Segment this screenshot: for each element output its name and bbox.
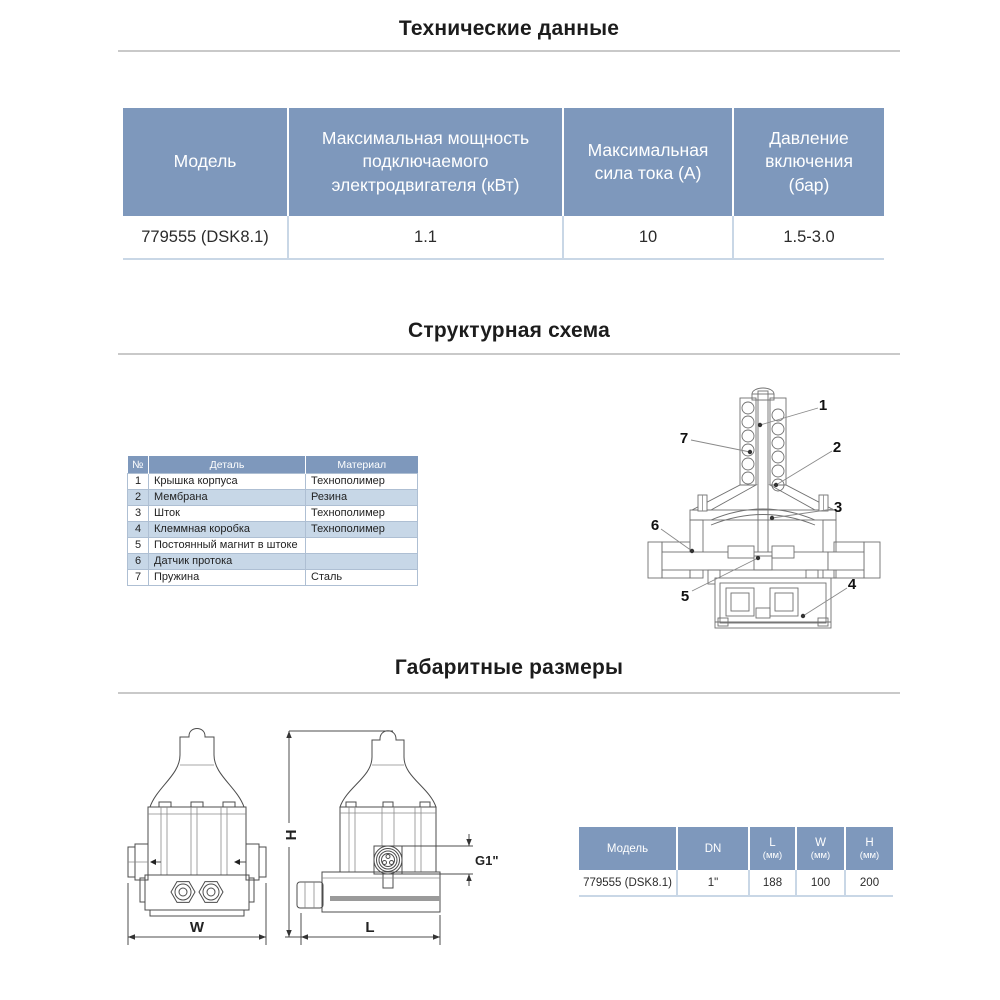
part-name: Пружина <box>149 570 306 586</box>
part-name: Шток <box>149 506 306 522</box>
spec-header-pressure: Давление включения (бар) <box>733 108 884 216</box>
dim-header-l-unit: (мм) <box>762 849 783 861</box>
section-title-structure: Структурная схема <box>408 319 610 342</box>
part-num: 2 <box>128 490 149 506</box>
spec-current-value: 10 <box>563 216 733 259</box>
callout-7: 7 <box>679 430 689 447</box>
part-num: 6 <box>128 554 149 570</box>
length-dim-label: L <box>365 919 375 936</box>
part-num: 3 <box>128 506 149 522</box>
parts-table <box>127 456 418 586</box>
divider <box>118 353 900 355</box>
callout-3: 3 <box>833 499 843 516</box>
dim-header-h-label: H <box>865 836 874 849</box>
dimensions-table <box>579 827 893 897</box>
shaft <box>758 391 768 568</box>
part-num: 4 <box>128 522 149 538</box>
section-title-technical: Технические данные <box>398 17 620 40</box>
spec-row <box>123 216 884 259</box>
part-num: 7 <box>128 570 149 586</box>
part-material: Технополимер <box>306 506 418 522</box>
part-name: Мембрана <box>149 490 306 506</box>
parts-row <box>128 570 418 586</box>
part-num: 1 <box>128 474 149 490</box>
height-dim-label: H <box>283 829 300 841</box>
callout-5: 5 <box>680 588 690 605</box>
callout-6: 6 <box>650 517 660 534</box>
spec-pressure-value: 1.5-3.0 <box>733 216 884 259</box>
dim-h-value: 200 <box>845 870 893 896</box>
side-view-drawing <box>283 715 508 960</box>
dim-row <box>579 870 893 896</box>
part-name: Постоянный магнит в штоке <box>149 538 306 554</box>
dim-w-value: 100 <box>796 870 845 896</box>
dim-header-l <box>749 827 796 870</box>
part-num: 5 <box>128 538 149 554</box>
dim-l-value: 188 <box>749 870 796 896</box>
spec-model-value: 779555 (DSK8.1) <box>123 216 288 259</box>
parts-header-num: № <box>128 456 149 474</box>
dim-header-h-unit: (мм) <box>859 849 880 861</box>
dim-header-h <box>845 827 893 870</box>
parts-row <box>128 554 418 570</box>
parts-row <box>128 522 418 538</box>
width-dim-label: W <box>189 919 205 936</box>
divider <box>118 692 900 694</box>
callout-4: 4 <box>847 576 857 593</box>
spec-table <box>123 108 884 260</box>
part-name: Клеммная коробка <box>149 522 306 538</box>
dim-model-value: 779555 (DSK8.1) <box>579 870 677 896</box>
part-material: Технополимер <box>306 522 418 538</box>
dim-header-w-unit: (мм) <box>810 849 831 861</box>
parts-header-part: Деталь <box>149 456 306 474</box>
section-title-dimensions: Габаритные размеры <box>394 656 624 679</box>
spec-power-value: 1.1 <box>288 216 563 259</box>
part-material: Резина <box>306 490 418 506</box>
structure-cross-section-diagram <box>628 378 900 640</box>
dim-header-model: Модель <box>579 827 677 870</box>
part-material <box>306 554 418 570</box>
parts-header-material: Материал <box>306 456 418 474</box>
dim-header-l-label: L <box>769 836 776 849</box>
spring-coils <box>742 402 784 491</box>
callout-1: 1 <box>818 397 828 414</box>
parts-row <box>128 506 418 522</box>
part-material: Сталь <box>306 570 418 586</box>
parts-row <box>128 538 418 554</box>
parts-row <box>128 490 418 506</box>
dim-header-dn: DN <box>677 827 749 870</box>
dim-dn-value: 1" <box>677 870 749 896</box>
callout-2: 2 <box>832 439 842 456</box>
spec-header-power: Максимальная мощность подключаемого электродвигателя (кВт) <box>288 108 563 216</box>
front-view-drawing <box>115 715 275 960</box>
part-material: Технополимер <box>306 474 418 490</box>
dim-header-w-label: W <box>815 836 826 849</box>
part-name: Крышка корпуса <box>149 474 306 490</box>
dim-header-w <box>796 827 845 870</box>
g1-dim-label: G1" <box>475 853 499 868</box>
part-material <box>306 538 418 554</box>
parts-row <box>128 474 418 490</box>
divider <box>118 50 900 52</box>
spec-header-model: Модель <box>123 108 288 216</box>
part-name: Датчик протока <box>149 554 306 570</box>
spec-header-current: Максимальная сила тока (А) <box>563 108 733 216</box>
